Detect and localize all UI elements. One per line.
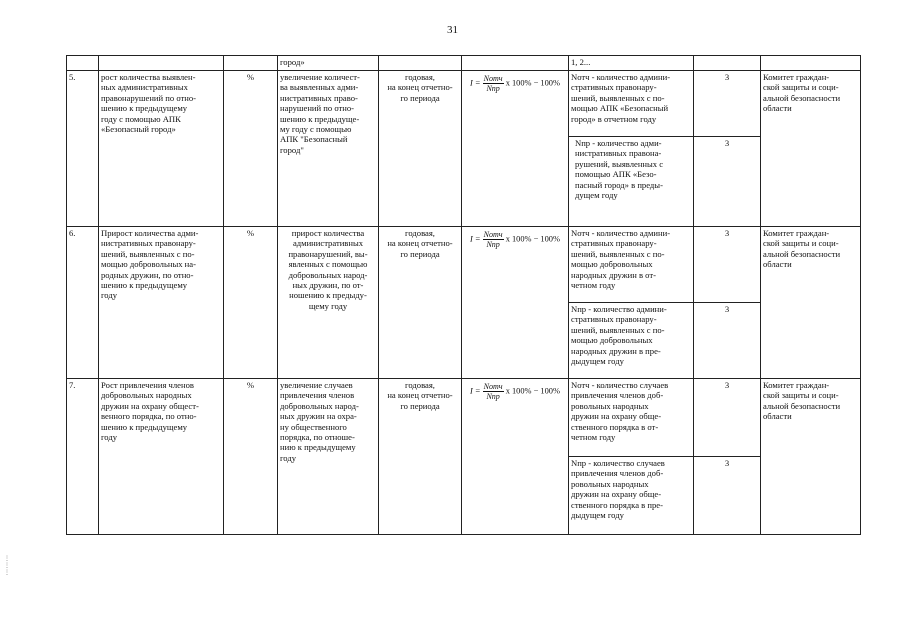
source-code: 3: [694, 457, 761, 535]
row-number: 6.: [67, 227, 99, 379]
periodicity: годовая, на конец отчетно- го периода: [379, 227, 462, 379]
cell-empty: [761, 56, 861, 71]
continuation-indicator: город»: [278, 56, 379, 71]
source-code: 3: [694, 71, 761, 137]
base-indicator-definition: Nотч - количество случаев привлечения членов доб- ровольных народных дружин на охрану обще- ственного порядка в от- четном году: [569, 379, 694, 457]
row-number: 7.: [67, 379, 99, 535]
source-code: 3: [694, 137, 761, 227]
cell-empty: [67, 56, 99, 71]
cell-empty: [379, 56, 462, 71]
unit: %: [224, 71, 278, 227]
cell-empty: [224, 56, 278, 71]
periodicity: годовая, на конец отчетно- го периода: [379, 71, 462, 227]
base-indicator-definition: Nпр - количество админи- стративных правонару- шений, выявленных с по- мощью добровольных народных дружин в пре- дыдущем году: [569, 303, 694, 379]
unit: %: [224, 227, 278, 379]
formula: I = $\frac{\text{Nотч}}{\text{Nпр}}$ x 100% − 100%: [462, 379, 569, 535]
unit: %: [224, 379, 278, 535]
formula: I = $\frac{\text{Nотч}}{\text{Nпр}}$ x 100% − 100%: [462, 71, 569, 227]
responsible: Комитет граждан- ской защиты и соци- альной безопасности области: [761, 227, 861, 379]
base-indicator-definition: Nпр - количество адми- нистративных правона- рушений, выявленных с помощью АПК «Безо- пасный город» в преды- дущем году: [569, 137, 694, 227]
continuation-definitions: 1, 2...: [569, 56, 694, 71]
source-code: 3: [694, 303, 761, 379]
indicator-definition: прирост количества административных правонарушений, вы- явленных с помощью добровольных народ- ных дружин, по от- ношению к предыду- щему году: [278, 227, 379, 379]
row-number: 5.: [67, 71, 99, 227]
base-indicator-definition: Nпр - количество случаев привлечения членов доб- ровольных народных дружин на охрану обще- ственного порядка в пре- дыдущем году: [569, 457, 694, 535]
indicators-table: [66, 55, 861, 535]
cell-empty: [694, 56, 761, 71]
indicator-name: Рост привлечения членов добровольных народных дружин на охрану общест- венного порядка, по отно- шению к предыдущему году: [99, 379, 224, 535]
indicator-definition: увеличение случаев привлечения членов добровольных народ- ных дружин на охра- ну общественного порядка, по отноше- нию к предыдущему году: [278, 379, 379, 535]
cell-empty: [99, 56, 224, 71]
base-indicator-definition: Nотч - количество админи- стративных правонару- шений, выявленных с по- мощью добровольных народных дружин в от- четном году: [569, 227, 694, 303]
indicator-name: Прирост количества адми- нистративных правонару- шений, выявленных с по- мощью добровольных на- родных дружин, по отно- шению к предыдущему году: [99, 227, 224, 379]
source-code: 3: [694, 379, 761, 457]
continuation-row: [67, 56, 861, 71]
source-code: 3: [694, 227, 761, 303]
formula: I = $\frac{\text{Nотч}}{\text{Nпр}}$ x 100% − 100%: [462, 227, 569, 379]
indicator-definition: увеличение количест- ва выявленных адми- нистративных право- нарушений по отно- шению к предыдуще- му году с помощью АПК "Безопасный город": [278, 71, 379, 227]
scan-margin-mark: ⋮ ⋮ ⋮: [4, 556, 10, 576]
responsible: Комитет граждан- ской защиты и соци- альной безопасности области: [761, 379, 861, 535]
page-number: 31: [447, 24, 458, 36]
base-indicator-definition: Nотч - количество админи- стративных правонару- шений, выявленных с по- мощью АПК «Безопасный город» в отчетном году: [569, 71, 694, 137]
periodicity: годовая, на конец отчетно- го периода: [379, 379, 462, 535]
responsible: Комитет граждан- ской защиты и соци- альной безопасности области: [761, 71, 861, 227]
indicator-name: рост количества выявлен- ных административных правонарушений по отно- шению к предыдущему году с помощью АПК «Безопасный город»: [99, 71, 224, 227]
table-row: [67, 71, 861, 137]
table-row: [67, 379, 861, 457]
table-row: [67, 227, 861, 303]
cell-empty: [462, 56, 569, 71]
